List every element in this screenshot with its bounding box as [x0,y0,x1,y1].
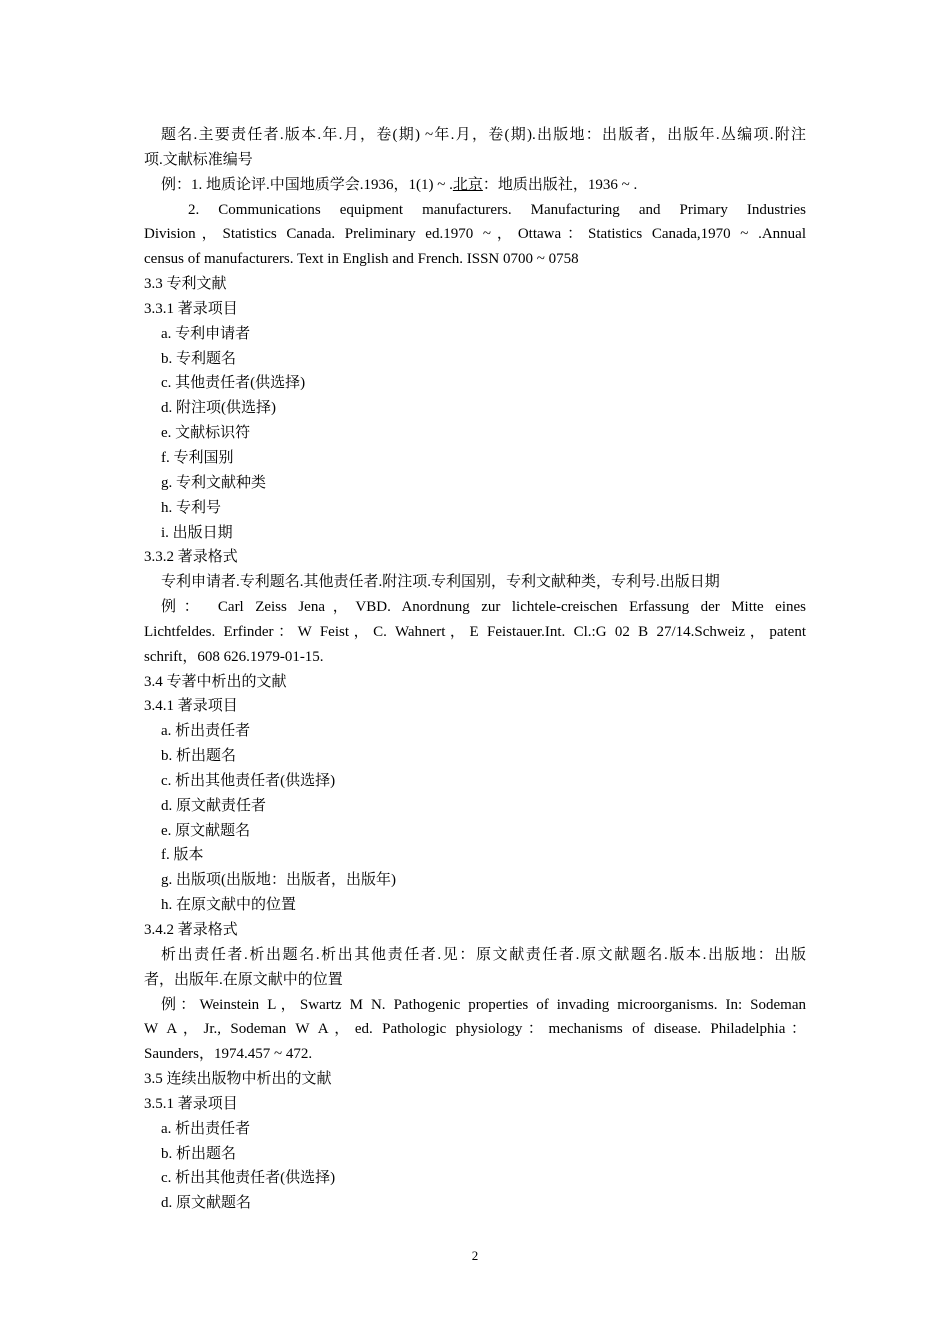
subsection-heading: 3.3.2 著录格式 [144,549,238,566]
list-item: b. 析出题名 [161,1145,237,1162]
format-line: 题名.主要责任者.版本.年.月，卷(期) ~年.月，卷(期).出版地：出版者，出版年.丛编项.附注 [161,127,806,143]
subsection-heading: 3.4.1 著录项目 [144,698,238,715]
example-underlined-text: 北京 [452,176,483,193]
format-line: 专利申请者.专利题名.其他责任者.附注项.专利国别，专利文献种类，专利号.出版日期 [161,574,720,591]
section-heading: 3.5 连续出版物中析出的文献 [144,1071,332,1088]
list-item: e. 原文献题名 [161,822,251,839]
example-line: 例： Carl Zeiss Jena，VBD. Anordnung zur lichtele-creischen Erfassung der Mitte eines [161,599,806,616]
format-line-cont: 者，出版年.在原文献中的位置 [144,971,343,988]
section-heading: 3.3 专利文献 [144,276,227,293]
document-body [144,123,806,1216]
example-line: 2. Communications equipment manufacturers. Manufacturing and Primary Industries [188,201,806,218]
list-item: f. 专利国别 [161,449,234,466]
list-item: d. 附注项(供选择) [161,400,276,417]
list-item: i. 出版日期 [161,524,233,541]
example-line: 例：Weinstein L，Swartz M N. Pathogenic properties of invading microorganisms. In: Sodeman [161,996,806,1013]
example-line: Division，Statistics Canada. Preliminary ed.1970 ~，Ottawa：Statistics Canada,1970 ~ .Annual [144,226,806,243]
example-line: Saunders，1974.457 ~ 472. [144,1046,313,1063]
list-item: h. 专利号 [161,499,222,516]
page-number: 2 [471,1248,479,1263]
list-item: a. 析出责任者 [161,723,251,740]
list-item: c. 析出其他责任者(供选择) [161,1170,336,1187]
list-item: g. 专利文献种类 [161,474,267,491]
example-line: schrift，608 626.1979-01-15. [144,648,324,665]
list-item: c. 析出其他责任者(供选择) [161,772,336,789]
list-item: c. 其他责任者(供选择) [161,375,306,392]
list-item: d. 原文献题名 [161,1195,252,1212]
list-item: a. 析出责任者 [161,1120,251,1137]
format-line: 析出责任者.析出题名.析出其他责任者.见：原文献责任者.原文献题名.版本.出版地：出版 [161,946,806,963]
subsection-heading: 3.5.1 著录项目 [144,1095,238,1112]
list-item: g. 出版项(出版地：出版者，出版年) [161,872,396,889]
example-line: W A，Jr., Sodeman W A，ed. Pathologic physiology：mechanisms of disease. Philadelphia： [144,1021,806,1038]
example-line [144,173,806,198]
list-item: f. 版本 [161,847,204,864]
list-item: h. 在原文献中的位置 [161,897,297,914]
list-item: b. 专利题名 [161,350,237,367]
example-line: Lichtfeldes. Erfinder：W Feist，C. Wahnert，E Feistauer.Int. Cl.:G 02 B 27/14.Schweiz，patent [144,623,806,640]
example-text-after: ：地质出版社，1936 ~ . [482,176,638,193]
section-heading: 3.4 专著中析出的文献 [144,673,287,690]
list-item: a. 专利申请者 [161,325,251,342]
list-item: e. 文献标识符 [161,425,251,442]
list-item: d. 原文献责任者 [161,797,267,814]
format-line-cont: 项.文献标准编号 [144,151,253,168]
example-line: census of manufacturers. Text in English and French. ISSN 0700 ~ 0758 [144,251,579,268]
list-item: b. 析出题名 [161,748,237,765]
example-text-before: 例：1. 地质论评.中国地质学会.1936，1(1) ~ . [161,176,453,193]
subsection-heading: 3.4.2 著录格式 [144,922,238,938]
subsection-heading: 3.3.1 著录项目 [144,300,238,317]
